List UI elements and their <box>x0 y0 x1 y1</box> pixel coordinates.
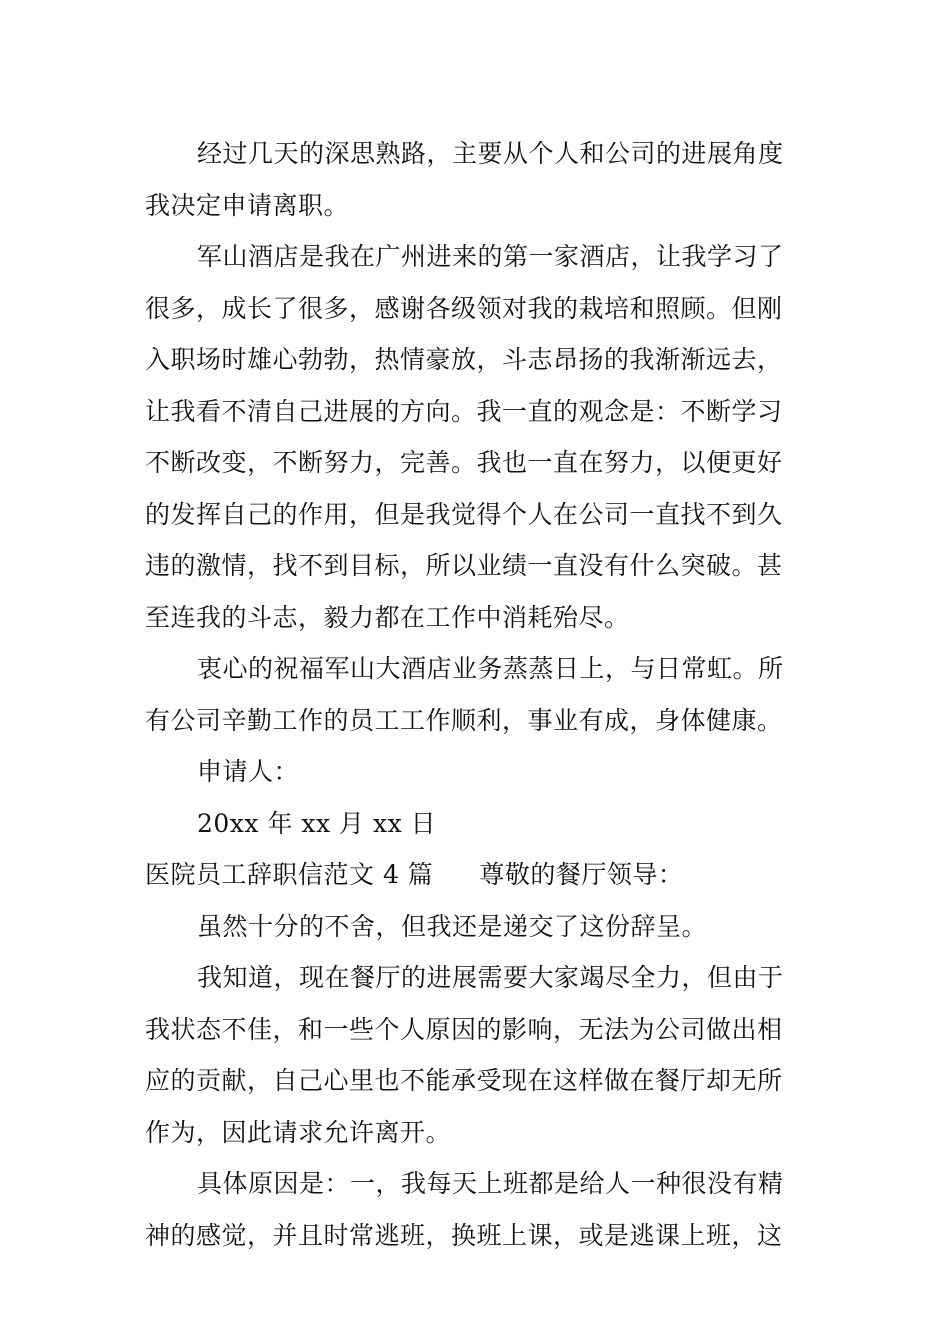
paragraph-line: 违的激情，找不到目标，所以业绩一直没有什么突破。甚 <box>145 551 783 580</box>
paragraph-line: 作为，因此请求允许离开。 <box>145 1117 452 1147</box>
paragraph-line: 具体原因是：一，我每天上班都是给人一种很没有精 <box>197 1169 784 1198</box>
letter-greeting: 尊敬的餐厅领导： <box>479 860 684 889</box>
paragraph-line: 至连我的斗志，毅力都在工作中消耗殆尽。 <box>145 602 630 632</box>
paragraph-line: 衷心的祝福军山大酒店业务蒸蒸日上，与日常虹。所 <box>197 654 784 683</box>
paragraph-line: 经过几天的深思熟路，主要从个人和公司的进展角度 <box>197 139 784 168</box>
paragraph-line: 不断改变，不断努力，完善。我也一直在努力，以便更好 <box>145 448 783 477</box>
document-body <box>145 128 810 1261</box>
paragraph-line: 我决定申请离职。 <box>145 190 350 220</box>
paragraph-line: 我状态不佳，和一些个人原因的影响，无法为公司做出相 <box>145 1014 783 1044</box>
paragraph-line: 虽然十分的不舍，但我还是递交了这份辞呈。 <box>197 911 708 941</box>
paragraph-line: 入职场时雄心勃勃，热情豪放，斗志昂扬的我渐渐远去， <box>145 345 783 374</box>
date-line: 20xx 年 xx 月 xx 日 <box>197 808 437 838</box>
paragraph-line: 神的感觉，并且时常逃班，换班上课，或是逃课上班，这 <box>145 1220 783 1250</box>
applicant-label: 申请人： <box>197 757 300 786</box>
paragraph-line: 的发挥自己的作用，但是我觉得个人在公司一直找不到久 <box>145 499 783 529</box>
section-heading-line <box>145 849 810 901</box>
paragraph-line: 有公司辛勤工作的员工工作顺利，事业有成，身体健康。 <box>145 705 783 735</box>
paragraph-line: 军山酒店是我在广州进来的第一家酒店，让我学习了 <box>197 242 784 271</box>
paragraph-line: 应的贡献，自己心里也不能承受现在这样做在餐厅却无所 <box>145 1066 783 1095</box>
paragraph-line: 很多，成长了很多，感谢各级领对我的栽培和照顾。但刚 <box>145 293 783 323</box>
paragraph-line: 我知道，现在餐厅的进展需要大家竭尽全力，但由于 <box>197 963 784 992</box>
heading-spacer <box>433 849 479 901</box>
paragraph-line: 让我看不清自己进展的方向。我一直的观念是：不断学习 <box>145 396 783 426</box>
section-title: 医院员工辞职信范文 4 篇 <box>145 860 434 889</box>
